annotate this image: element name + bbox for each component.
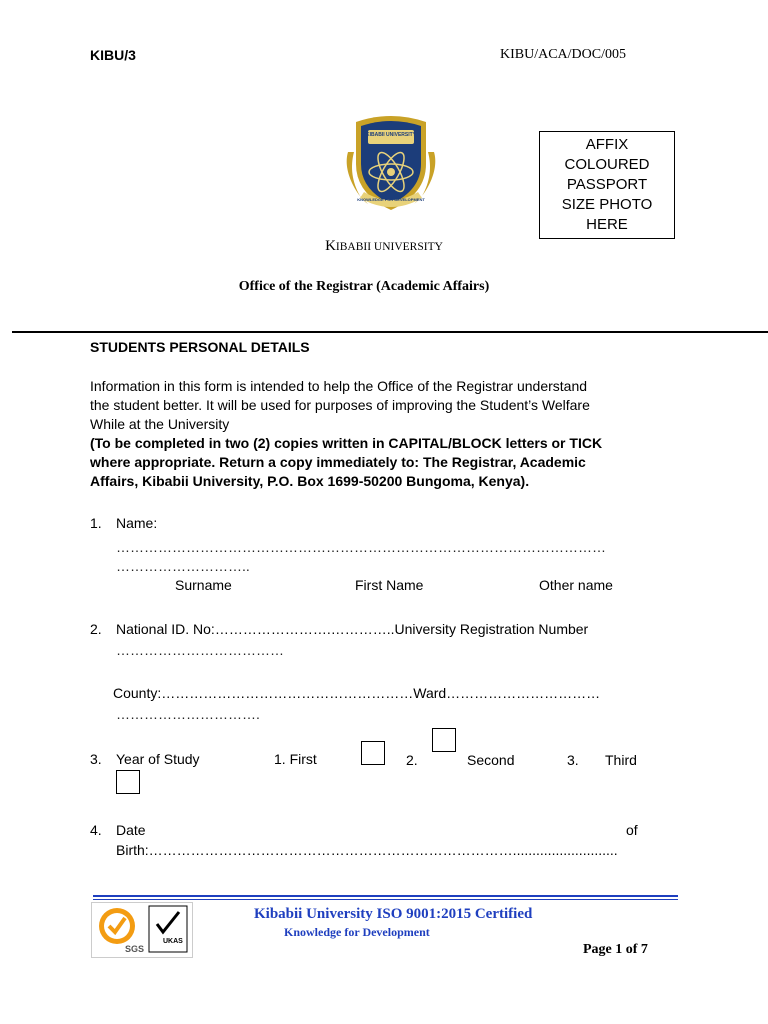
page-number: Page 1 of 7 bbox=[583, 942, 648, 957]
intro-line: Information in this form is intended to help the Office of the Registrar understand bbox=[90, 378, 588, 394]
first-year-checkbox[interactable] bbox=[361, 741, 385, 765]
university-name bbox=[0, 238, 768, 255]
q3-number: 3. bbox=[90, 751, 102, 767]
national-id-field[interactable]: National ID. No:…………………….…………..University Registration Number bbox=[116, 621, 589, 637]
date-of-birth-label-of: of bbox=[626, 822, 638, 838]
instructions bbox=[90, 434, 642, 491]
university-name-initial: K bbox=[325, 238, 336, 254]
crest-label: KIBABII UNIVERSITY bbox=[366, 132, 417, 138]
first-year-label: 1. First bbox=[274, 751, 317, 767]
q1-number: 1. bbox=[90, 515, 102, 531]
surname-label: Surname bbox=[175, 577, 232, 593]
third-year-number: 3. bbox=[567, 752, 579, 768]
crest-motto: KNOWLEDGE FOR DEVELOPMENT bbox=[357, 197, 425, 202]
university-name-rest: IBABII UNIVERSITY bbox=[335, 241, 443, 253]
name-field[interactable]: …………………………………………………………………………………………… bbox=[116, 539, 606, 555]
registration-number-field[interactable]: ……………………………… bbox=[116, 642, 284, 658]
year-of-study-label: Year of Study bbox=[116, 751, 200, 767]
second-year-checkbox[interactable] bbox=[432, 728, 456, 752]
intro-line: While at the University bbox=[90, 416, 230, 432]
third-year-label: Third bbox=[605, 752, 637, 768]
date-of-birth-label: Date bbox=[116, 822, 146, 838]
passport-photo-box: AFFIX COLOURED PASSPORT SIZE PHOTO HERE bbox=[539, 131, 675, 239]
document-code-right: KIBU/ACA/DOC/005 bbox=[500, 47, 627, 62]
first-name-label: First Name bbox=[355, 577, 424, 593]
date-of-birth-field[interactable]: Birth:……………………………………………………………………........................... bbox=[116, 842, 618, 858]
instruction-line: Affairs, Kibabii University, P.O. Box 1699-50200 Bungoma, Kenya). bbox=[90, 473, 530, 489]
second-year-number: 2. bbox=[406, 752, 418, 768]
second-year-label: Second bbox=[467, 752, 515, 768]
footer-rule bbox=[93, 895, 678, 897]
sgs-label: SGS bbox=[125, 944, 145, 954]
footer-rule bbox=[93, 899, 678, 900]
instruction-line: where appropriate. Return a copy immediately to: The Registrar, Academic bbox=[90, 454, 586, 470]
instruction-line: (To be completed in two (2) copies written in CAPITAL/BLOCK letters or TICK bbox=[90, 435, 603, 451]
q4-number: 4. bbox=[90, 822, 102, 838]
q1-label: Name: bbox=[116, 515, 158, 531]
county-ward-field-cont[interactable]: …………………………. bbox=[116, 706, 260, 722]
university-motto: Knowledge for Development bbox=[284, 925, 430, 939]
county-ward-field[interactable]: County:………………………………………………Ward…………………………… bbox=[113, 685, 601, 701]
section-title: STUDENTS PERSONAL DETAILS bbox=[90, 339, 310, 355]
iso-certification-text: Kibabii University ISO 9001:2015 Certified bbox=[254, 906, 533, 922]
intro-line: the student better. It will be used for purposes of improving the Student’s Welfare bbox=[90, 397, 590, 413]
intro-paragraph bbox=[90, 377, 642, 491]
ukas-label: UKAS bbox=[163, 938, 183, 945]
third-year-checkbox[interactable] bbox=[116, 770, 140, 794]
name-field-cont[interactable]: ……………………….. bbox=[116, 558, 250, 574]
document-code-left: KIBU/3 bbox=[90, 47, 136, 63]
office-title: Office of the Registrar (Academic Affairs) bbox=[238, 279, 490, 294]
other-name-label: Other name bbox=[539, 577, 613, 593]
header-divider bbox=[12, 331, 768, 333]
q2-number: 2. bbox=[90, 621, 102, 637]
